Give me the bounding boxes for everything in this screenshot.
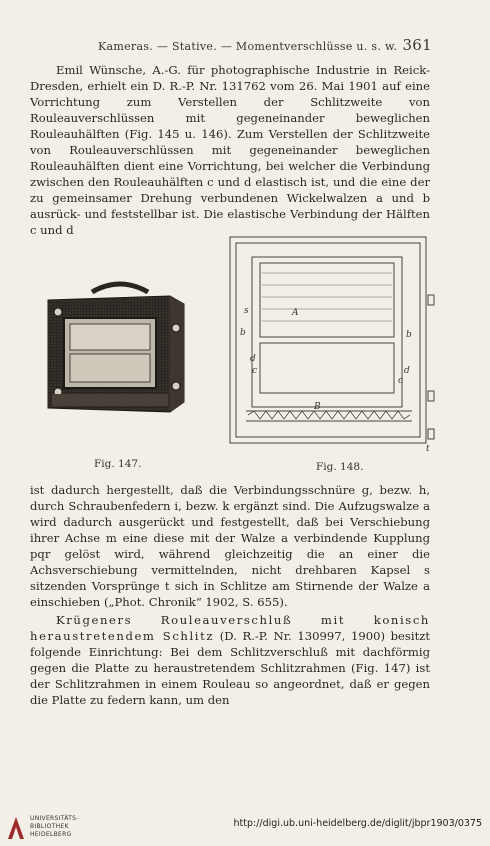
logo-line-3: HEIDELBERG [30, 831, 72, 838]
camera-illustration-icon [30, 270, 200, 420]
paragraph-wuensche [30, 62, 430, 238]
logo-line-2: BIBLIOTHEK [30, 823, 69, 830]
label-c-right: c [398, 376, 404, 386]
library-logo [6, 815, 86, 841]
figure-148 [226, 233, 436, 455]
label-B: B [314, 402, 321, 412]
library-logo-icon [6, 815, 26, 841]
label-t: t [426, 444, 430, 454]
label-A: A [292, 308, 299, 318]
shutter-diagram-icon [226, 233, 436, 455]
caption-fig-148: Fig. 148. [316, 461, 364, 473]
paragraph-kruegener [30, 612, 430, 708]
spaced-heading: Krügeners Rouleauverschluß mit konisch heraustretendem Schlitz [30, 613, 430, 643]
label-c-left: c [252, 366, 258, 376]
paragraph-text: ist dadurch hergestellt, daß die Verbindungsschnüre g, bezw. h, durch Schraubenfedern i, bezw. k ergänzt sind. Die Aufzugswalze a wird dadurch ausgerückt und festgestellt, daß bei Verschiebung ihrer Achse m eine diese mit der Walze a verbindende Kupplung pqr gelöst wird, während gleichzeitig die an einer die Achsverschiebung vermittelnden, nicht drehbaren Kapsel s sitzenden Vorsprünge t sich in Schlitze am Stirnende der Walze a einschieben („Phot. Chronik“ 1902, S. 655). [30, 483, 430, 609]
source-url[interactable]: http://digi.ub.uni-heidelberg.de/diglit/jbpr1903/0375 [233, 818, 482, 829]
label-d-left: d [250, 354, 256, 364]
caption-fig-147: Fig. 147. [94, 458, 142, 470]
label-b-left: b [240, 328, 246, 338]
label-s: s [244, 306, 249, 316]
label-b-right: b [406, 330, 412, 340]
label-d-right: d [404, 366, 410, 376]
running-title: Kameras. — Stative. — Momentverschlüsse u. s. w. [98, 40, 398, 53]
page-number: 361 [402, 36, 432, 54]
paragraph-text: Emil Wünsche, A.-G. für photographische Industrie in Reick-Dresden, erhielt ein D. R.-P. Nr. 131762 vom 26. Mai 1901 auf eine Vorrichtung zum Verstellen der Schlitzweite von Rouleauverschlüssen mit gegeneinander beweglichen Rouleauhälften (Fig. 145 u. 146). Zum Verstellen der Schlitzweite von Rouleauverschlüssen mit gegeneinander beweglichen Rouleauhälften dient eine Vorrichtung, bei welcher die Verbindung zwischen den Rouleauhälften c und d elastisch ist, und die eine der zu gemeinsamer Drehung verbundenen Wickelwalzen a und b ausrück- und feststellbar ist. Die elastische Verbindung der Hälften c und d [30, 63, 430, 237]
paragraph-text [30, 612, 430, 708]
paragraph-rest: (D. R.-P. Nr. 130997, 1900) besitzt folgende Einrichtung: Bei dem Schlitzverschluß mit dachförmig gegen die Platte zu heraustretendem Schlitzrahmen (Fig. 147) ist der Schlitzrahmen in einem Rouleau so angeordnet, daß er gegen die Platte zu federn kann, um den [30, 629, 430, 707]
figure-147 [30, 270, 200, 420]
logo-line-1: UNIVERSITÄTS- [30, 815, 79, 822]
paragraph-continuation [30, 482, 430, 610]
